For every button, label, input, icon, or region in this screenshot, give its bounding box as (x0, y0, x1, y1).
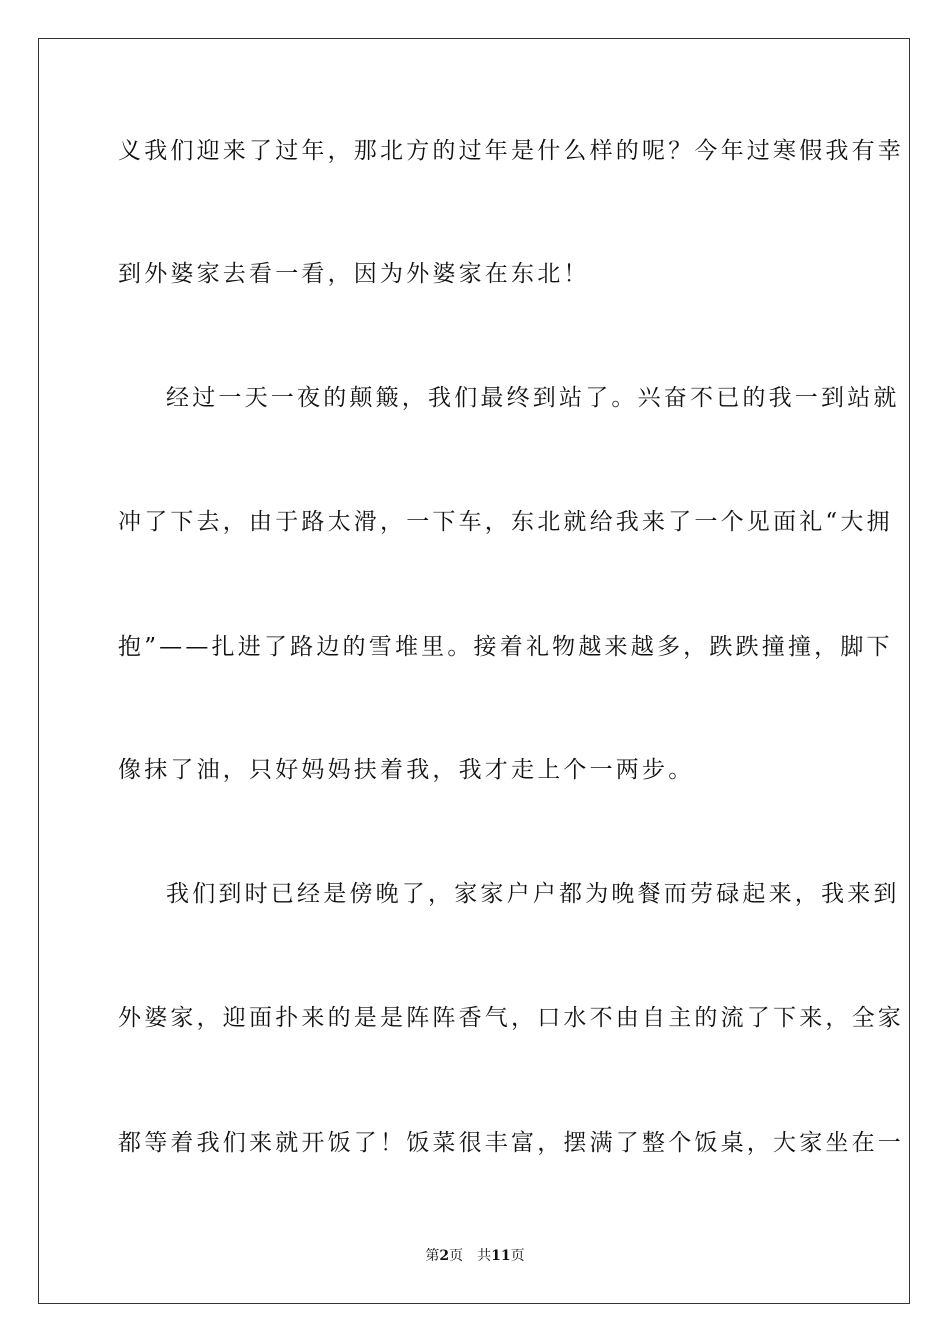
page-frame (38, 38, 910, 1304)
paragraph-start-line: 我们到时已经是傍晚了，家家户户都为晚餐而劳碌起来，我来到 (166, 881, 900, 907)
text-line: 外婆家，迎面扑来的是是阵阵香气，口水不由自主的流了下来，全家 (118, 1005, 904, 1031)
text-line: 抱”——扎进了路边的雪堆里。接着礼物越来越多，跌跌撞撞，脚下 (118, 634, 893, 660)
page-prefix: 第 (425, 1248, 440, 1264)
page-suffix: 页 (449, 1248, 464, 1264)
text-line: 义我们迎来了过年，那北方的过年是什么样的呢？今年过寒假我有幸 (118, 138, 904, 164)
current-page-number: 2 (439, 1248, 450, 1264)
text-line: 到外婆家去看一看，因为外婆家在东北！ (118, 261, 590, 287)
total-suffix: 页 (510, 1248, 525, 1264)
text-line: 像抹了油，只好妈妈扶着我，我才走上个一两步。 (118, 757, 695, 783)
page-footer (0, 1247, 950, 1265)
total-pages-number: 11 (491, 1248, 511, 1264)
text-line: 都等着我们来就开饭了！饭菜很丰富，摆满了整个饭桌，大家坐在一 (118, 1130, 904, 1156)
paragraph-start-line: 经过一天一夜的颠簸，我们最终到站了。兴奋不已的我一到站就 (166, 385, 900, 411)
total-prefix: 共 (477, 1248, 492, 1264)
text-line: 冲了下去，由于路太滑，一下车，东北就给我来了一个见面礼“大拥 (118, 509, 893, 535)
